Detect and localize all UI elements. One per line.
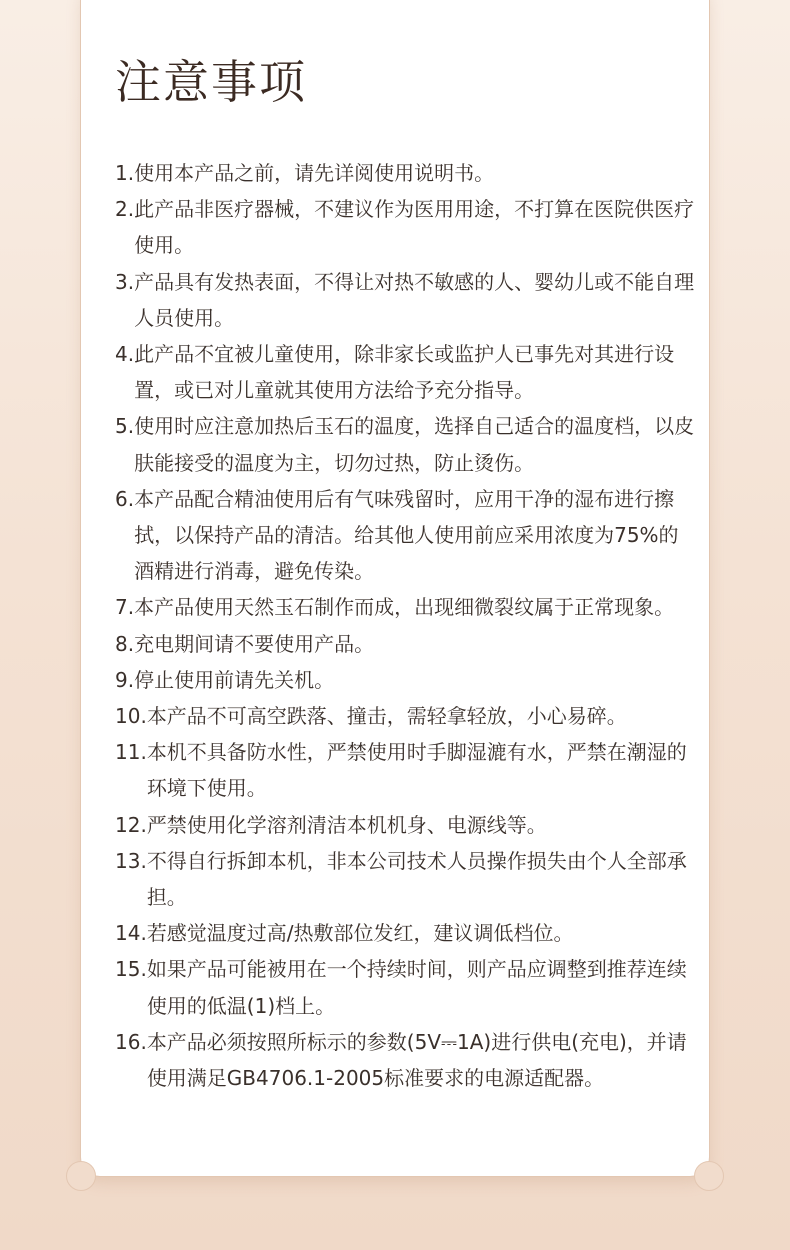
note-item xyxy=(115,626,695,662)
note-item xyxy=(115,481,695,590)
note-text: 严禁使用化学溶剂清洁本机机身、电源线等。 xyxy=(146,812,547,837)
note-item xyxy=(115,589,695,625)
note-number: 4. xyxy=(115,342,135,367)
note-item xyxy=(115,1024,695,1096)
note-text: 本机不具备防水性，严禁使用时手脚湿漉有水，严禁在潮湿的环境下使用。 xyxy=(146,740,687,801)
note-number: 9. xyxy=(115,667,135,692)
note-number: 6. xyxy=(115,486,135,511)
card-corner-notch xyxy=(66,1161,96,1191)
note-number: 14. xyxy=(115,921,147,946)
note-item xyxy=(115,662,695,698)
note-number: 15. xyxy=(115,957,147,982)
note-number: 13. xyxy=(115,848,147,873)
card-corner-notch xyxy=(694,1161,724,1191)
note-item xyxy=(115,951,695,1023)
note-item xyxy=(115,698,695,734)
note-number: 3. xyxy=(115,269,135,294)
note-text: 使用时应注意加热后玉石的温度，选择自己适合的温度档，以皮肤能接受的温度为主，切勿过热，防止烫伤。 xyxy=(134,414,695,475)
note-number: 5. xyxy=(115,414,135,439)
note-text: 充电期间请不要使用产品。 xyxy=(134,631,375,656)
note-text: 本产品使用天然玉石制作而成，出现细微裂纹属于正常现象。 xyxy=(134,595,675,620)
note-item xyxy=(115,264,695,336)
note-text: 本产品必须按照所标示的参数(5V⎓1A)进行供电(充电)，并请使用满足GB4706.1-2005标准要求的电源适配器。 xyxy=(146,1029,687,1091)
note-number: 1. xyxy=(115,161,135,185)
note-number: 2. xyxy=(115,197,135,222)
note-item xyxy=(115,155,695,191)
note-number: 16. xyxy=(115,1029,147,1054)
note-item xyxy=(115,807,695,843)
note-number: 11. xyxy=(115,740,147,765)
note-item xyxy=(115,843,695,915)
note-text: 如果产品可能被用在一个持续时间，则产品应调整到推荐连续使用的低温(1)档上。 xyxy=(146,957,687,1018)
note-text: 此产品不宜被儿童使用，除非家长或监护人已事先对其进行设置，或已对儿童就其使用方法给予充分指导。 xyxy=(134,342,675,403)
note-item xyxy=(115,336,695,408)
note-text: 使用本产品之前，请先详阅使用说明书。 xyxy=(134,161,495,185)
note-item xyxy=(115,915,695,951)
note-item xyxy=(115,191,695,263)
note-text: 产品具有发热表面，不得让对热不敏感的人、婴幼儿或不能自理人员使用。 xyxy=(134,269,695,330)
page-title: 注意事项 xyxy=(115,55,307,109)
note-text: 不得自行拆卸本机，非本公司技术人员操作损失由个人全部承担。 xyxy=(146,848,687,910)
note-text: 本产品不可高空跌落、撞击，需轻拿轻放，小心易碎。 xyxy=(146,704,627,729)
note-number: 10. xyxy=(115,704,147,729)
note-number: 12. xyxy=(115,812,147,837)
note-text: 此产品非医疗器械，不建议作为医用用途，不打算在医院供医疗使用。 xyxy=(134,197,695,258)
note-number: 8. xyxy=(115,631,135,656)
note-item xyxy=(115,408,695,480)
note-text: 本产品配合精油使用后有气味残留时，应用干净的湿布进行擦拭，以保持产品的清洁。给其他人使用前应采用浓度为75%的酒精进行消毒，避免传染。 xyxy=(134,486,679,584)
notes-list xyxy=(115,155,695,1096)
note-text: 若感觉温度过高/热敷部位发红，建议调低档位。 xyxy=(146,921,574,946)
note-item xyxy=(115,734,695,806)
note-text: 停止使用前请先关机。 xyxy=(134,667,335,692)
note-number: 7. xyxy=(115,595,135,620)
